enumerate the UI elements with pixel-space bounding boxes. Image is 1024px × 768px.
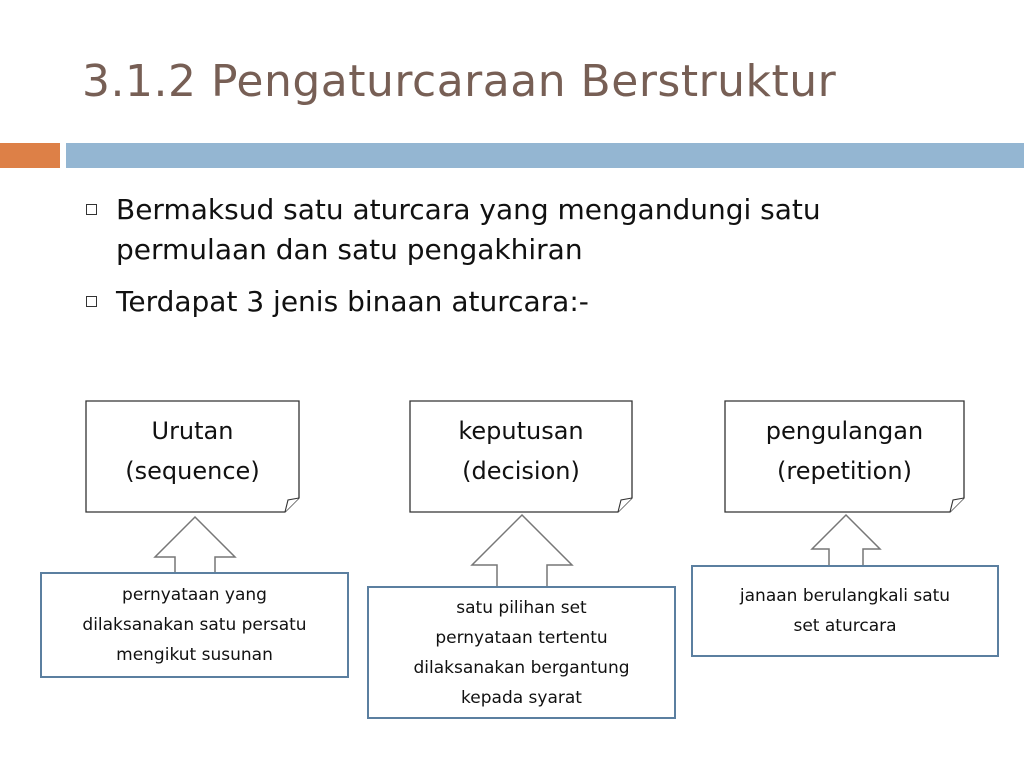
- description-line: pernyataan yang: [122, 585, 267, 605]
- description-line: satu pilihan set: [456, 597, 587, 618]
- type-label-decision: [410, 411, 632, 491]
- description-line: mengikut susunan: [116, 645, 273, 665]
- up-arrow-icon: [155, 517, 235, 575]
- slide-title: 3.1.2 Pengaturcaraan Berstruktur: [82, 56, 837, 107]
- type-english: (repetition): [777, 457, 912, 485]
- description-line: set aturcara: [793, 616, 897, 636]
- type-name: Urutan: [151, 417, 234, 445]
- up-arrow-icon: [472, 515, 572, 588]
- description-text-repetition: [692, 566, 998, 656]
- description-line: pernyataan tertentu: [435, 627, 608, 648]
- type-name: keputusan: [458, 417, 584, 445]
- description-line: kepada syarat: [461, 687, 582, 708]
- type-name: pengulangan: [765, 417, 924, 445]
- description-line: dilaksanakan bergantung: [413, 657, 630, 678]
- description-line: janaan berulangkali satu: [739, 586, 951, 606]
- description-text-decision: [368, 587, 675, 718]
- up-arrow-icon: [812, 515, 880, 566]
- bullet-text-line: Bermaksud satu aturcara yang mengandungi satu: [116, 193, 821, 226]
- description-line: dilaksanakan satu persatu: [82, 615, 307, 635]
- bullet-text-line: permulaan dan satu pengakhiran: [116, 233, 583, 266]
- type-label-repetition: [725, 411, 964, 491]
- bullet-text-line: Terdapat 3 jenis binaan aturcara:-: [116, 285, 589, 318]
- type-label-sequence: [86, 411, 299, 491]
- description-text-sequence: [41, 573, 348, 677]
- type-english: (decision): [462, 457, 580, 485]
- type-english: (sequence): [125, 457, 260, 485]
